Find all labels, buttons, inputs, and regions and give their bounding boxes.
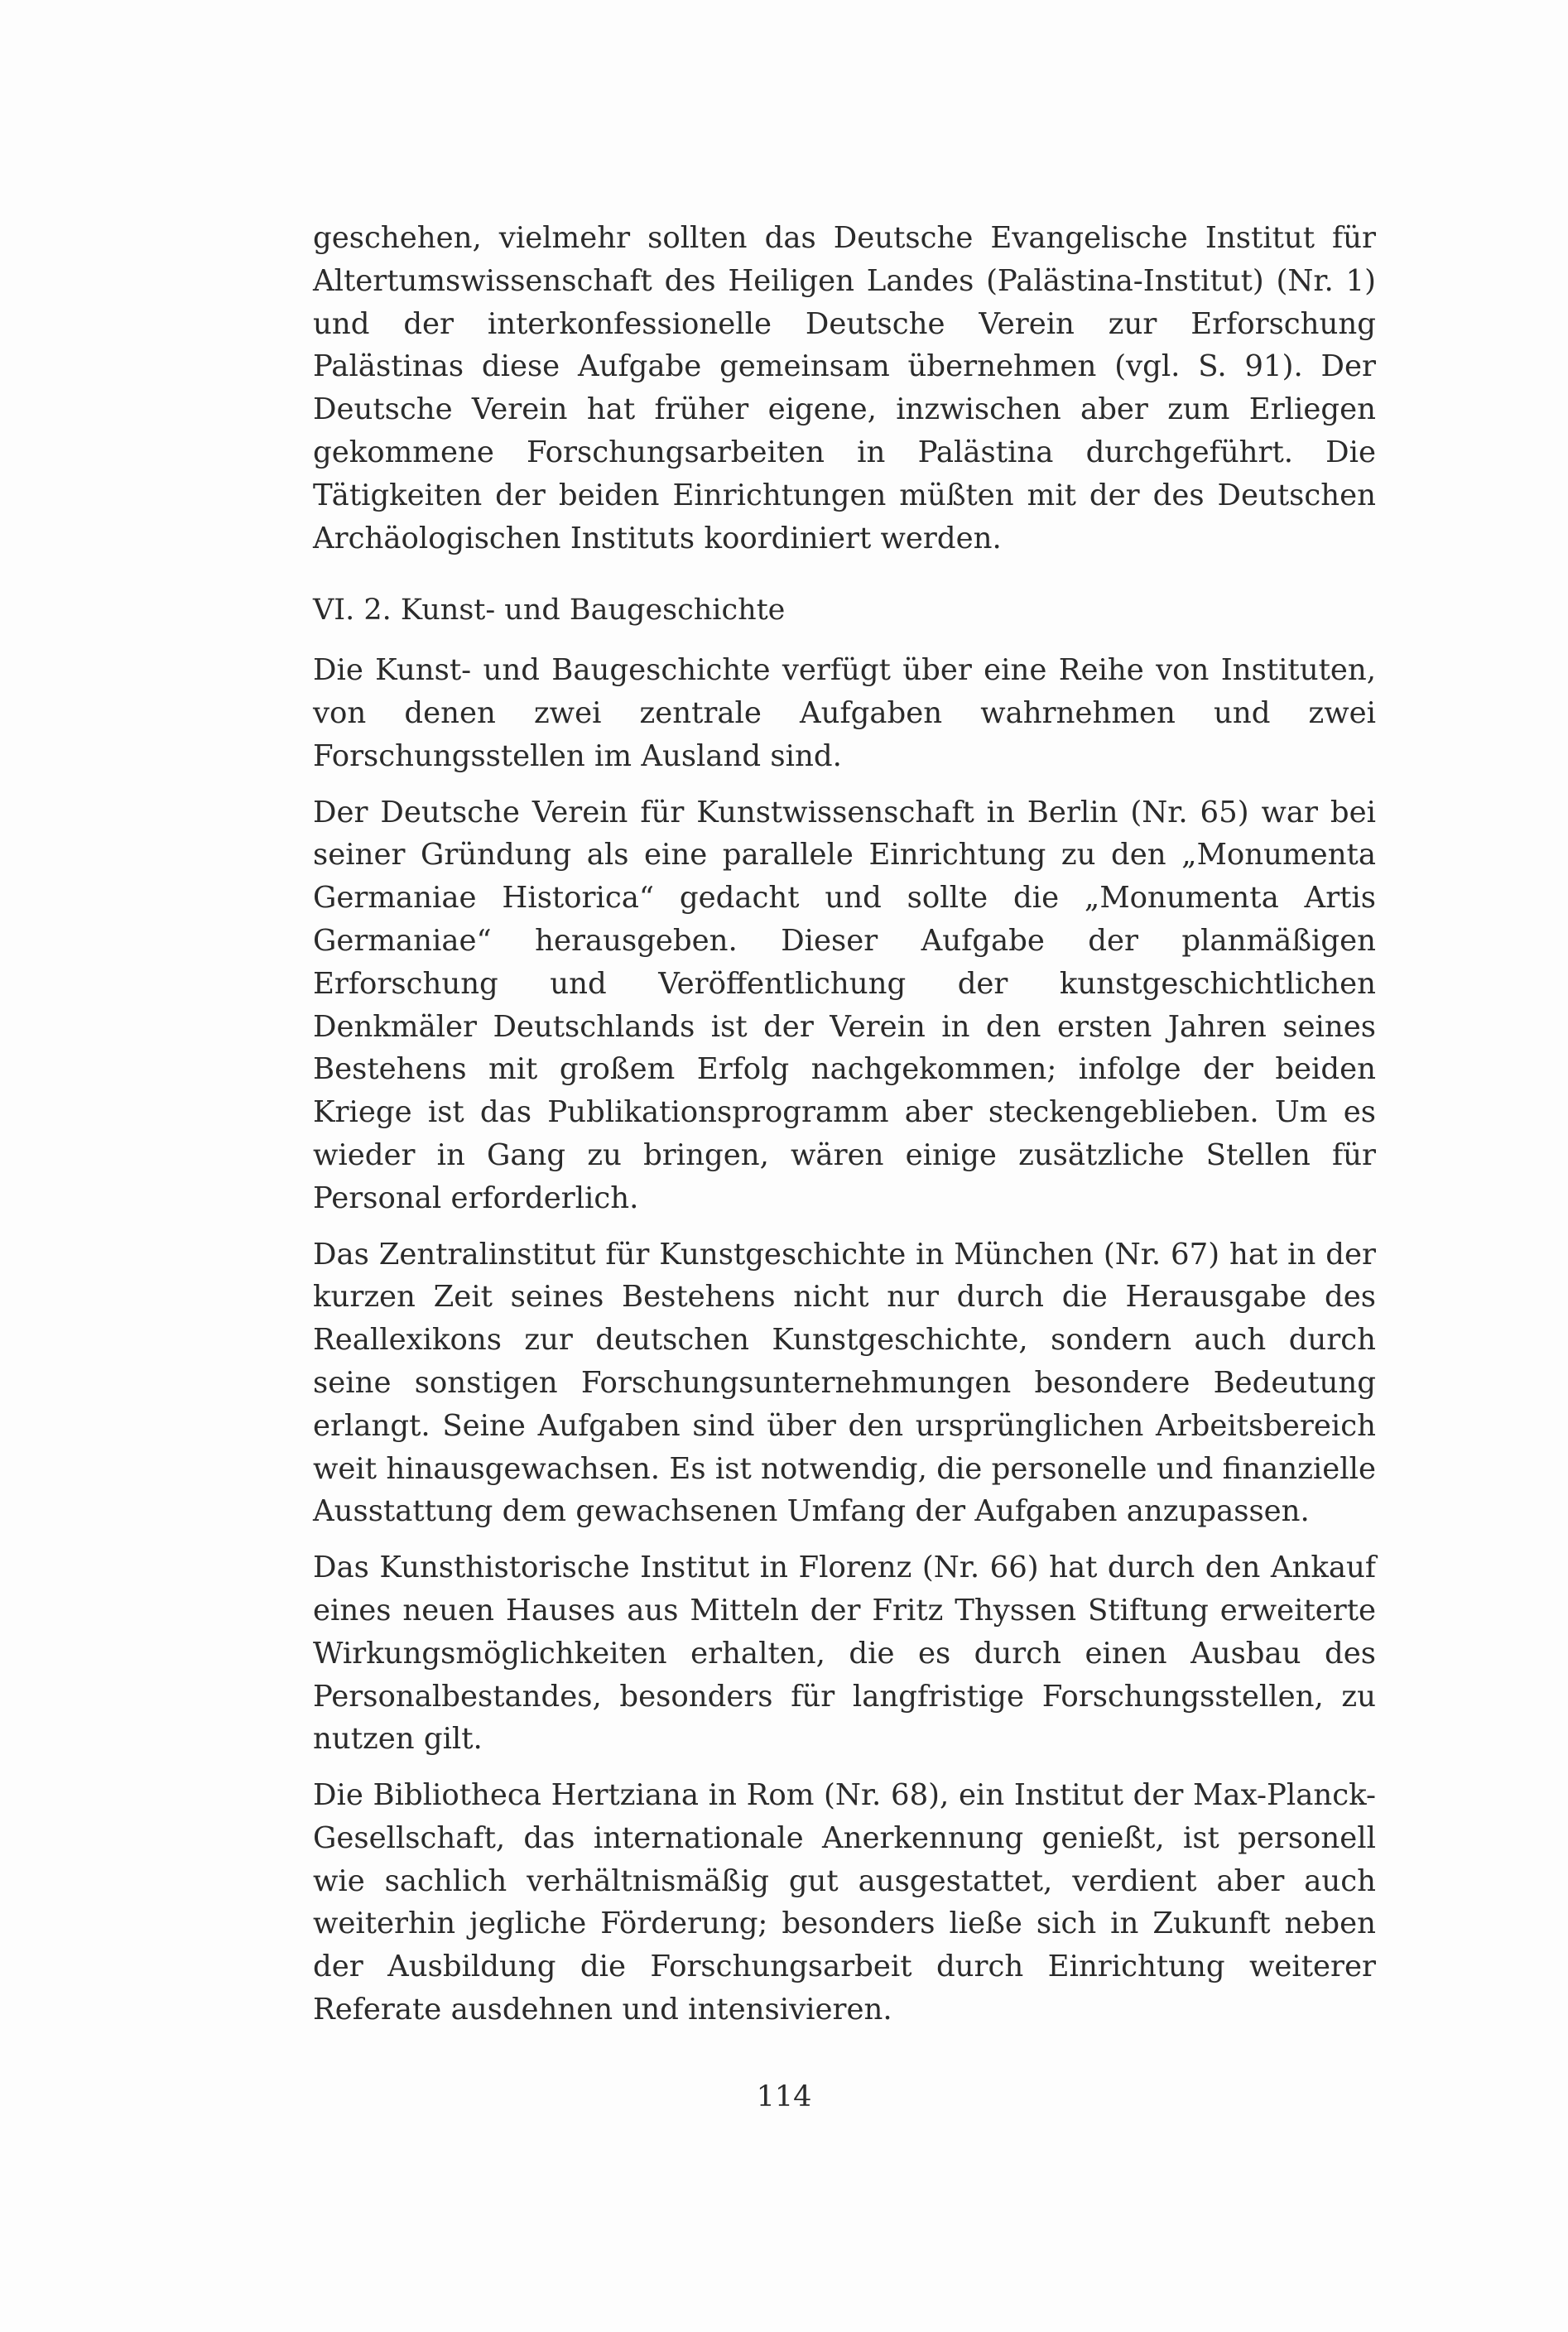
paragraph-continued: geschehen, vielmehr sollten das Deutsche Evangelische Institut für Altertumswissenschaft des Heiligen Landes (Palästina-Institut) (Nr. 1) und der interkonfessionelle Deutsche Verein zur Erforschung Palästinas diese Aufgabe gemeinsam übernehmen (vgl. S. 91). Der Deutsche Verein hat früher eigene, inzwischen aber zum Erliegen gekommene Forschungsarbeiten in Palästina durchgeführt. Die Tätigkeiten der beiden Einrichtungen müßten mit der des Deutschen Archäologischen Instituts koordiniert werden. — [313, 221, 1376, 555]
page-number: 114 — [756, 2080, 812, 2113]
section-heading: VI. 2. Kunst- und Baugeschichte — [313, 594, 786, 627]
paragraph-florenz: Das Kunsthistorische Institut in Florenz (Nr. 66) hat durch den Ankauf eines neuen Hauses aus Mitteln der Fritz Thyssen Stiftung erweiterte Wirkungsmöglichkeiten erhalten, die es durch einen Ausbau des Personalbestandes, besonders für langfristige Forschungsstellen, zu nutzen gilt. — [313, 1551, 1376, 1757]
paragraph-zentralinstitut: Das Zentralinstitut für Kunstgeschichte in München (Nr. 67) hat in der kurzen Zeit seines Bestehens nicht nur durch die Herausgabe des Reallexikons zur deutschen Kunstgeschichte, sondern auch durch seine sonstigen Forschungsunternehmungen besondere Bedeutung erlangt. Seine Aufgaben sind über den ursprünglichen Arbeitsbereich weit hinausgewachsen. Es ist notwendig, die personelle und finanzielle Ausstattung dem gewachsenen Umfang der Aufgaben anzupassen. — [313, 1237, 1376, 1529]
page-body — [313, 217, 1376, 2045]
paragraph-hertziana: Die Bibliotheca Hertziana in Rom (Nr. 68), ein Institut der Max-Planck-Gesellschaft, das internationale Anerkennung genießt, ist personell wie sachlich verhältnismäßig gut ausgestattet, verdient aber auch weiterhin jegliche Förderung; besonders ließe sich in Zukunft neben der Ausbildung die Forschungsarbeit durch Einrichtung weiterer Referate ausdehnen und intensivieren. — [313, 1778, 1376, 2027]
paragraph-intro: Die Kunst- und Baugeschichte verfügt über eine Reihe von Instituten, von denen zwei zentrale Aufgaben wahrnehmen und zwei Forschungsstellen im Ausland sind. — [313, 653, 1376, 773]
paragraph-verein-kunstwissenschaft: Der Deutsche Verein für Kunstwissenschaft in Berlin (Nr. 65) war bei seiner Gründung als eine parallele Einrichtung zu den „Monumenta Germaniae Historica“ gedacht und sollte die „Monumenta Artis Germaniae“ herausgeben. Dieser Aufgabe der planmäßigen Erforschung und Veröffentlichung der kunstgeschichtlichen Denkmäler Deutschlands ist der Verein in den ersten Jahren seines Bestehens mit großem Erfolg nachgekommen; infolge der beiden Kriege ist das Publikationsprogramm aber steckengeblieben. Um es wieder in Gang zu bringen, wären einige zusätzliche Stellen für Personal erforderlich. — [313, 795, 1376, 1215]
